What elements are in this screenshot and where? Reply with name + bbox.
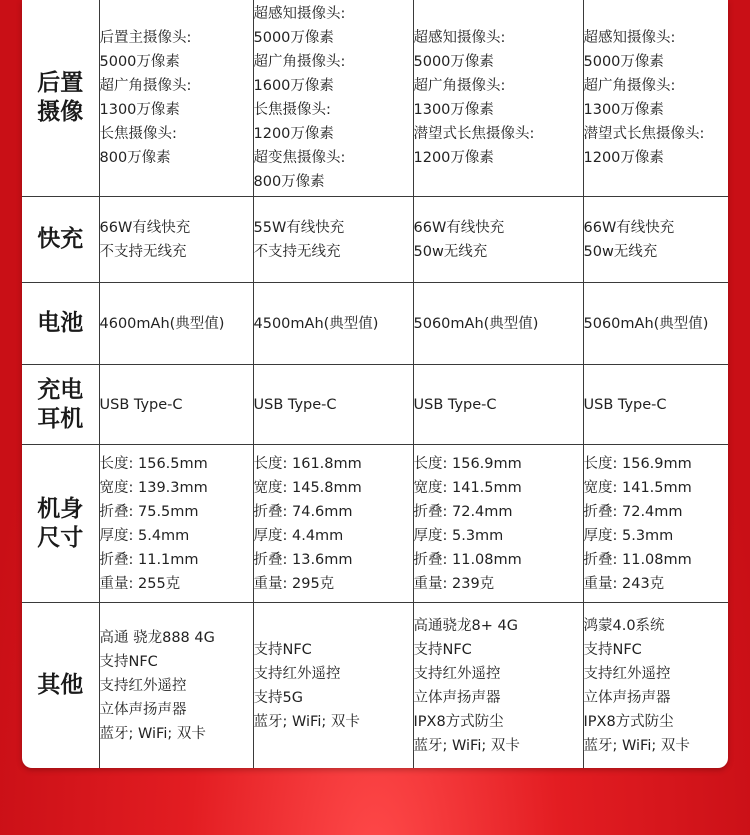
row-label-text: 尺寸 (37, 524, 84, 551)
row-label-fast-charge (22, 197, 99, 283)
row-rear-camera (22, 0, 728, 197)
spec-cell-body-size-phone-1 (99, 445, 253, 603)
spec-line: 厚度: 4.4mm (253, 527, 344, 544)
spec-line: 55W有线快充 (253, 219, 345, 236)
spec-cell-battery-phone-3 (413, 283, 583, 365)
spec-line: 支持红外遥控 (253, 665, 341, 682)
spec-line: 超广角摄像头: (253, 54, 346, 70)
row-label-charging-port (22, 365, 99, 445)
spec-line: 长度: 156.9mm (413, 455, 522, 472)
spec-line: 超感知摄像头: (413, 30, 506, 46)
row-label-text: 耳机 (37, 405, 84, 432)
spec-line: 1200万像素 (253, 126, 334, 142)
spec-line: 立体声扬声器 (99, 701, 187, 718)
spec-line: 宽度: 141.5mm (413, 479, 522, 496)
row-label-text: 电池 (37, 310, 84, 336)
spec-line: 超感知摄像头: (253, 6, 346, 22)
spec-line: 潜望式长焦摄像头: (583, 126, 705, 142)
spec-line: 支持NFC (99, 653, 158, 670)
spec-line: 支持NFC (253, 641, 312, 658)
spec-cell-other-phone-1 (99, 603, 253, 769)
spec-line: 蓝牙; WiFi; 双卡 (253, 713, 360, 730)
spec-line: 重量: 239克 (413, 575, 495, 592)
spec-line: 鸿蒙4.0系统 (583, 617, 665, 634)
spec-line: 折叠: 11.08mm (583, 551, 692, 568)
row-label-battery (22, 283, 99, 365)
spec-line: 长焦摄像头: (99, 126, 177, 142)
spec-line: 支持NFC (583, 641, 642, 658)
spec-line: 重量: 295克 (253, 575, 335, 592)
spec-line: 蓝牙; WiFi; 双卡 (99, 725, 206, 742)
row-other (22, 603, 728, 769)
spec-line: 5060mAh(典型值) (583, 315, 709, 332)
spec-line: 后置主摄像头: (99, 30, 192, 46)
spec-line: 长焦摄像头: (253, 102, 331, 118)
spec-cell-charging-port-phone-4 (583, 365, 728, 445)
spec-line: 800万像素 (253, 174, 325, 190)
spec-line: 5000万像素 (253, 30, 334, 46)
spec-line: 折叠: 75.5mm (99, 503, 199, 520)
spec-line: USB Type-C (253, 396, 337, 413)
spec-line: 折叠: 72.4mm (583, 503, 683, 520)
spec-line: 重量: 255克 (99, 575, 181, 592)
spec-line: 1200万像素 (413, 150, 494, 166)
row-label-rear-camera (22, 0, 99, 197)
spec-line: 折叠: 11.08mm (413, 551, 522, 568)
spec-line: 厚度: 5.4mm (99, 527, 190, 544)
spec-line: USB Type-C (99, 396, 183, 413)
spec-line: 潜望式长焦摄像头: (413, 126, 535, 142)
spec-line: 超广角摄像头: (99, 78, 192, 94)
spec-line: IPX8方式防尘 (583, 713, 674, 730)
spec-line: 支持5G (253, 689, 303, 706)
row-charging-port (22, 365, 728, 445)
spec-line: 宽度: 139.3mm (99, 479, 208, 496)
spec-cell-battery-phone-1 (99, 283, 253, 365)
row-body-size (22, 445, 728, 603)
spec-line: 长度: 156.9mm (583, 455, 692, 472)
spec-line: 折叠: 11.1mm (99, 551, 199, 568)
spec-cell-other-phone-4 (583, 603, 728, 769)
spec-line: 超变焦摄像头: (253, 150, 346, 166)
spec-line: 1600万像素 (253, 78, 334, 94)
spec-comparison-table (22, 0, 728, 768)
spec-cell-rear-camera-phone-3 (413, 0, 583, 197)
spec-line: IPX8方式防尘 (413, 713, 504, 730)
spec-line: 1300万像素 (99, 102, 180, 118)
row-label-other (22, 603, 99, 769)
row-label-text: 快充 (37, 226, 84, 252)
spec-line: 高通 骁龙888 4G (99, 629, 215, 646)
spec-line: 50w无线充 (583, 243, 658, 260)
spec-line: 厚度: 5.3mm (583, 527, 674, 544)
spec-line: 超广角摄像头: (413, 78, 506, 94)
spec-line: 5000万像素 (413, 54, 494, 70)
row-label-text: 充电 (37, 376, 84, 403)
spec-cell-charging-port-phone-2 (253, 365, 413, 445)
spec-line: 宽度: 141.5mm (583, 479, 692, 496)
spec-line: 支持红外遥控 (99, 677, 187, 694)
spec-cell-body-size-phone-2 (253, 445, 413, 603)
spec-cell-rear-camera-phone-1 (99, 0, 253, 197)
spec-line: 蓝牙; WiFi; 双卡 (413, 737, 520, 754)
spec-line: 支持NFC (413, 641, 472, 658)
spec-line: 4600mAh(典型值) (99, 315, 225, 332)
row-fast-charge (22, 197, 728, 283)
spec-line: USB Type-C (413, 396, 497, 413)
spec-line: 66W有线快充 (583, 219, 675, 236)
spec-cell-fast-charge-phone-2 (253, 197, 413, 283)
spec-line: 蓝牙; WiFi; 双卡 (583, 737, 690, 754)
spec-line: 长度: 156.5mm (99, 455, 208, 472)
spec-cell-rear-camera-phone-2 (253, 0, 413, 197)
spec-line: 66W有线快充 (99, 219, 191, 236)
spec-line: 50w无线充 (413, 243, 488, 260)
spec-cell-charging-port-phone-1 (99, 365, 253, 445)
spec-cell-battery-phone-4 (583, 283, 728, 365)
spec-cell-body-size-phone-3 (413, 445, 583, 603)
spec-cell-battery-phone-2 (253, 283, 413, 365)
spec-line: 超感知摄像头: (583, 30, 676, 46)
spec-line: 支持红外遥控 (413, 665, 501, 682)
spec-line: 800万像素 (99, 150, 171, 166)
spec-line: 不支持无线充 (99, 243, 187, 260)
spec-line: 5000万像素 (583, 54, 664, 70)
spec-cell-other-phone-3 (413, 603, 583, 769)
spec-line: 不支持无线充 (253, 243, 341, 260)
spec-line: 立体声扬声器 (413, 689, 501, 706)
row-label-body-size (22, 445, 99, 603)
spec-line: 折叠: 74.6mm (253, 503, 353, 520)
spec-cell-body-size-phone-4 (583, 445, 728, 603)
spec-line: 1300万像素 (413, 102, 494, 118)
spec-cell-fast-charge-phone-1 (99, 197, 253, 283)
row-label-text: 其他 (37, 672, 84, 698)
spec-line: 1300万像素 (583, 102, 664, 118)
spec-line: 折叠: 13.6mm (253, 551, 353, 568)
row-label-text: 摄像 (37, 99, 84, 125)
row-label-text: 后置 (37, 70, 84, 96)
spec-cell-rear-camera-phone-4 (583, 0, 728, 197)
spec-line: 1200万像素 (583, 150, 664, 166)
spec-line: 高通骁龙8+ 4G (413, 617, 518, 634)
spec-table-body (22, 0, 728, 768)
spec-line: 折叠: 72.4mm (413, 503, 513, 520)
spec-line: 重量: 243克 (583, 575, 665, 592)
spec-line: 长度: 161.8mm (253, 455, 362, 472)
spec-line: 厚度: 5.3mm (413, 527, 504, 544)
spec-line: 5060mAh(典型值) (413, 315, 539, 332)
row-label-text: 机身 (37, 495, 84, 522)
spec-line: 4500mAh(典型值) (253, 315, 379, 332)
spec-line: 宽度: 145.8mm (253, 479, 362, 496)
spec-line: 5000万像素 (99, 54, 180, 70)
row-battery (22, 283, 728, 365)
spec-line: 超广角摄像头: (583, 78, 676, 94)
spec-cell-other-phone-2 (253, 603, 413, 769)
spec-line: 支持红外遥控 (583, 665, 671, 682)
spec-sheet (22, 0, 728, 768)
spec-cell-fast-charge-phone-4 (583, 197, 728, 283)
spec-line: USB Type-C (583, 396, 667, 413)
spec-cell-charging-port-phone-3 (413, 365, 583, 445)
spec-line: 66W有线快充 (413, 219, 505, 236)
spec-line: 立体声扬声器 (583, 689, 671, 706)
spec-cell-fast-charge-phone-3 (413, 197, 583, 283)
